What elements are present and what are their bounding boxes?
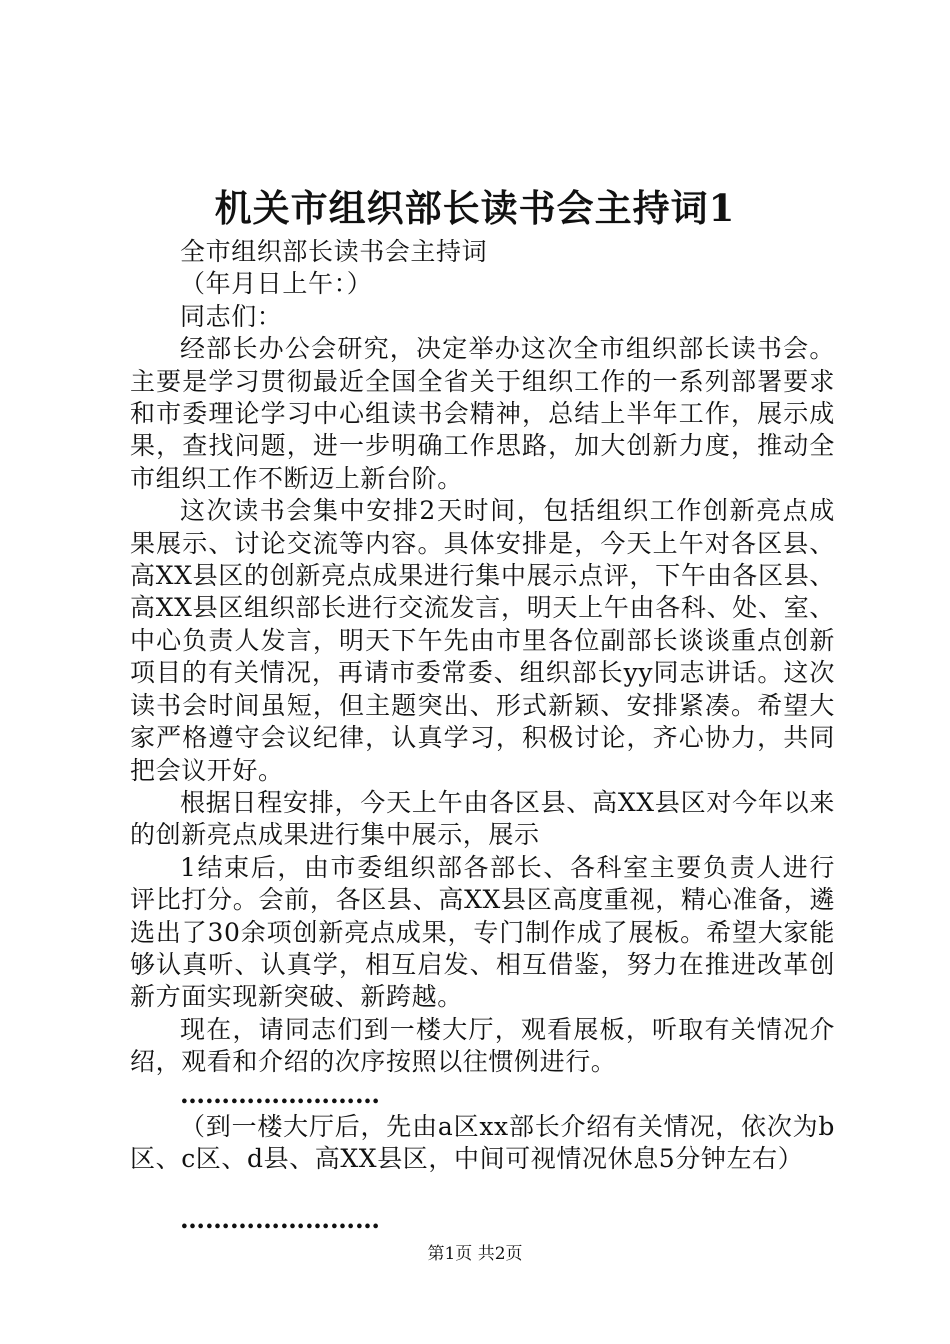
ellipsis-separator-2: …………………… (180, 1204, 380, 1234)
paragraph-schedule: 这次读书会集中安排2天时间，包括组织工作创新亮点成果展示、讨论交流等内容。具体安排是，今天上午对各区县、高XX县区的创新亮点成果进行集中展示点评，下午由各区县、高XX县区组织部长进行交流发言，明天上午由各科、处、室、中心负责人发言，明天下午先由市里各位副部长谈谈重点创新项目的有关情况，再请市委常委、组织部长yy同志讲话。这次读书会时间虽短，但主题突出、形式新颖、安排紧凑。希望大家严格遵守会议纪律，认真学习，积极讨论，齐心协力，共同把会议开好。 (130, 496, 835, 785)
ellipsis-separator-1: …………………… (180, 1079, 380, 1109)
blank-spacer (130, 1176, 835, 1204)
page-number-footer: 第1页 共2页 (427, 1244, 523, 1264)
document-body (130, 236, 835, 1236)
paragraph-evaluation: 1结束后，由市委组织部各部长、各科室主要负责人进行评比打分。会前，各区县、高XX县区高度重视，精心准备，遴选出了30余项创新亮点成果，专门制作成了展板。希望大家能够认真听、认真学，相互启发、相互借鉴，努力在推进改革创新方面实现新突破、新跨越。 (130, 852, 835, 1012)
date-line: （年月日上午：） (180, 269, 373, 299)
subtitle-line: 全市组织部长读书会主持词 (180, 237, 488, 266)
document-title: 机关市组织部长读书会主持词1 (214, 186, 736, 230)
paragraph-intro: 经部长办公会研究，决定举办这次全市组织部长读书会。主要是学习贯彻最近全国全省关于组织工作的一系列部署要求和市委理论学习中心组读书会精神，总结上半年工作，展示成果，查找问题，进一步明确工作思路，加大创新力度，推动全市组织工作不断迈上新台阶。 (130, 334, 835, 493)
paragraph-note: （到一楼大厅后，先由a区xx部长介绍有关情况，依次为b区、c区、d县、高XX县区，中间可视情况休息5分钟左右） (130, 1111, 835, 1174)
paragraph-invitation: 现在，请同志们到一楼大厅，观看展板，听取有关情况介绍，观看和介绍的次序按照以往惯例进行。 (130, 1014, 835, 1077)
paragraph-agenda: 根据日程安排，今天上午由各区县、高XX县区对今年以来的创新亮点成果进行集中展示，展示 (130, 787, 835, 850)
salutation-line: 同志们： (180, 301, 283, 331)
